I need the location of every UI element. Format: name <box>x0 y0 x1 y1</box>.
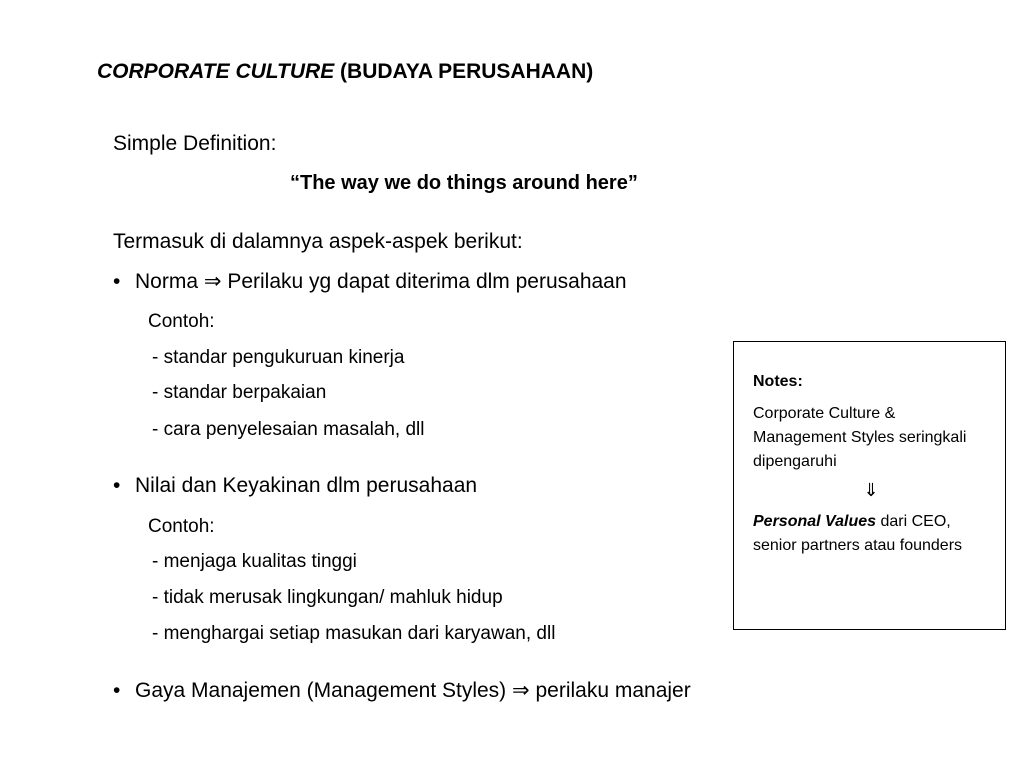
norma-text: Perilaku yg dapat diterima dlm perusahaan <box>227 270 627 293</box>
notes-heading: Notes: <box>753 373 803 390</box>
nilai-text: Nilai dan Keyakinan dlm perusahaan <box>135 474 478 497</box>
personal-values-label: Personal Values <box>753 513 877 530</box>
norma-contoh-label: Contoh: <box>148 311 215 332</box>
bullet-dot: • <box>113 679 121 702</box>
bullet-gaya <box>113 678 691 703</box>
personal-values-rest: dari CEO, senior partners atau founders <box>753 513 963 554</box>
implies-arrow-icon: ⇒ <box>512 679 530 702</box>
bullet-dot: • <box>113 270 121 293</box>
aspects-intro: Termasuk di dalamnya aspek-aspek berikut: <box>113 230 523 253</box>
nilai-contoh-label: Contoh: <box>148 516 215 537</box>
norma-example-item: - standar berpakaian <box>152 382 327 403</box>
bullet-norma <box>113 269 627 294</box>
down-arrow-icon: ⇓ <box>863 480 879 500</box>
nilai-example-item: - menghargai setiap masukan dari karyawan, dll <box>152 623 556 644</box>
definition-label: Simple Definition: <box>113 132 277 155</box>
nilai-example-item: - menjaga kualitas tinggi <box>152 551 357 572</box>
implies-arrow-icon: ⇒ <box>203 270 222 293</box>
notes-personal-values <box>753 510 989 558</box>
title-rest: (BUDAYA PERUSAHAAN) <box>334 60 594 83</box>
definition-quote: “The way we do things around here” <box>290 172 638 194</box>
norma-example-item: - standar pengukuruan kinerja <box>152 347 405 368</box>
norma-example-item: - cara penyelesaian masalah, dll <box>152 419 425 440</box>
notes-box <box>733 341 1006 630</box>
bullet-dot: • <box>113 474 121 497</box>
nilai-example-item: - tidak merusak lingkungan/ mahluk hidup <box>152 587 503 608</box>
bullet-nilai <box>113 474 477 498</box>
title-italic: CORPORATE CULTURE <box>97 60 335 83</box>
notes-body: Corporate Culture & Management Styles seringkali dipengaruhi <box>753 405 967 470</box>
gaya-text: perilaku manajer <box>535 679 691 702</box>
page-title <box>97 60 593 84</box>
gaya-lead: Gaya Manajemen (Management Styles) <box>135 679 507 702</box>
norma-lead: Norma <box>135 270 199 293</box>
